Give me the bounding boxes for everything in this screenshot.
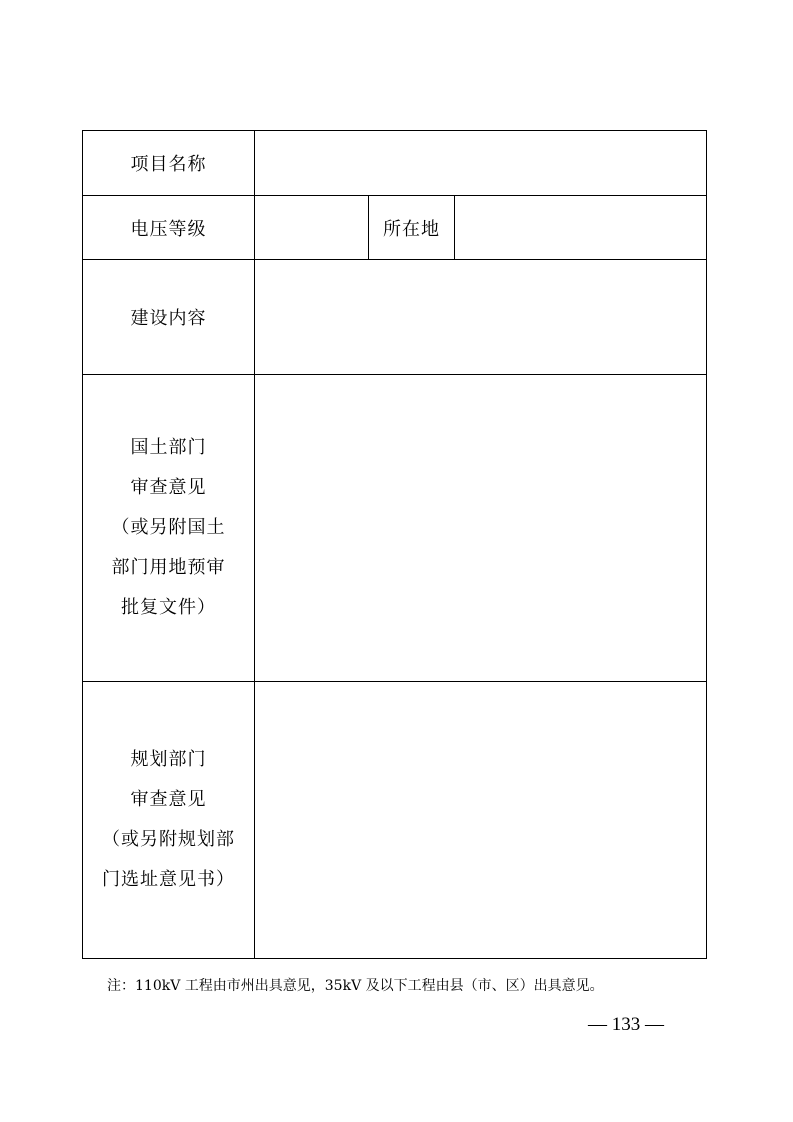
footnote: 注：110kV 工程由市州出具意见，35kV 及以下工程由县（市、区）出具意见。 (107, 978, 604, 994)
application-form-table (82, 130, 707, 959)
row-voltage-location (83, 196, 707, 260)
project-name-label: 项目名称 (83, 131, 255, 196)
row-land-review (83, 375, 707, 682)
land-review-label-line: （或另附国土 (111, 517, 226, 538)
planning-review-label-line: 审查意见 (130, 789, 207, 810)
page-number: — 133 — (588, 1014, 664, 1035)
construction-content-label: 建设内容 (83, 260, 255, 375)
row-planning-review (83, 682, 707, 959)
land-review-label-line: 批复文件） (121, 597, 216, 618)
voltage-level-field[interactable] (255, 196, 369, 260)
planning-review-label-line: 门选址意见书） (102, 869, 235, 890)
land-review-label-line: 部门用地预审 (111, 557, 226, 578)
row-construction-content (83, 260, 707, 375)
land-review-label (83, 375, 255, 682)
project-name-field[interactable] (255, 131, 707, 196)
planning-review-field[interactable] (255, 682, 707, 959)
planning-review-label (83, 682, 255, 959)
row-project-name (83, 131, 707, 196)
land-review-field[interactable] (255, 375, 707, 682)
location-label: 所在地 (369, 196, 455, 260)
land-review-label-line: 国土部门 (130, 437, 207, 458)
voltage-level-label: 电压等级 (83, 196, 255, 260)
planning-review-label-line: （或另附规划部 (102, 829, 235, 850)
land-review-label-line: 审查意见 (130, 477, 207, 498)
location-field[interactable] (455, 196, 707, 260)
planning-review-label-line: 规划部门 (130, 749, 207, 770)
construction-content-field[interactable] (255, 260, 707, 375)
